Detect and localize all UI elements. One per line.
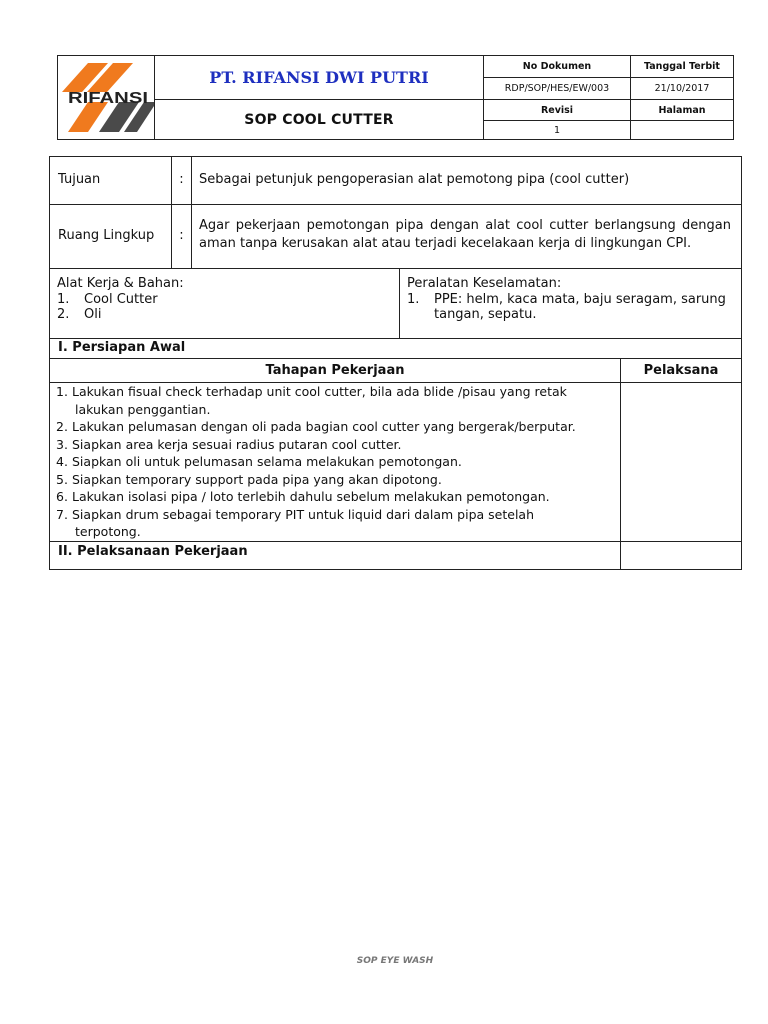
ruang-lingkup-label: Ruang Lingkup	[50, 205, 172, 268]
step-item	[50, 453, 620, 471]
step-item	[50, 383, 620, 418]
steps-list	[50, 383, 620, 541]
section-pelaksanaan-title: II. Pelaksanaan Pekerjaan	[50, 542, 621, 569]
revisi-label: Revisi	[484, 100, 631, 121]
step-item	[50, 418, 620, 436]
step-line: Siapkan area kerja sesuai radius putaran cool cutter.	[72, 436, 402, 452]
tujuan-row	[50, 157, 741, 205]
document-title: SOP COOL CUTTER	[155, 100, 484, 139]
no-dokumen-value: RDP/SOP/HES/EW/003	[484, 78, 631, 100]
pelaksana-cell	[621, 542, 741, 569]
tools-table	[49, 268, 742, 339]
step-line: Siapkan drum sebagai temporary PIT untuk liquid dari dalam pipa setelah	[72, 506, 534, 522]
col-header-pelaksana: Pelaksana	[621, 359, 741, 383]
step-num: 4.	[56, 454, 68, 469]
safety-item-num: 1.	[407, 291, 420, 307]
halaman-label: Halaman	[631, 100, 733, 121]
step-line: Siapkan temporary support pada pipa yang akan dipotong.	[72, 471, 442, 487]
alat-item-text: Cool Cutter	[84, 291, 158, 307]
step-item	[50, 488, 620, 506]
step-line: Siapkan oli untuk pelumasan selama melakukan pemotongan.	[72, 454, 462, 469]
col-header-tahapan: Tahapan Pekerjaan	[50, 359, 621, 383]
revisi-value: 1	[484, 121, 631, 139]
step-num: 7.	[56, 506, 68, 522]
ruang-lingkup-line: aman tanpa kerusakan alat atau terjadi kecelakaan kerja di lingkungan CPI.	[199, 236, 692, 251]
ruang-lingkup-value	[192, 205, 741, 268]
step-line: terpotong.	[75, 524, 141, 539]
document-header	[57, 55, 734, 140]
step-num: 2.	[56, 419, 68, 434]
step-num: 3.	[56, 436, 68, 452]
company-name: PT. RIFANSI DWI PUTRI	[155, 56, 484, 100]
alat-item-num: 2.	[57, 307, 70, 322]
alat-item	[57, 307, 399, 323]
step-item	[50, 506, 620, 541]
tujuan-label: Tujuan	[50, 157, 172, 204]
peralatan-keselamatan-title: Peralatan Keselamatan:	[407, 276, 562, 291]
step-line: Lakukan pelumasan dengan oli pada bagian cool cutter yang bergerak/berputar.	[72, 419, 576, 434]
alat-item	[57, 292, 399, 308]
step-line: Lakukan fisual check terhadap unit cool cutter, bila ada blide /pisau yang retak	[72, 384, 567, 399]
info-table	[49, 156, 742, 269]
safety-item	[407, 292, 741, 323]
halaman-value	[631, 121, 733, 139]
ruang-lingkup-line: Agar pekerjaan pemotongan pipa dengan alat cool cutter berlangsung dengan	[199, 218, 731, 233]
alat-kerja-title: Alat Kerja & Bahan:	[57, 276, 184, 291]
step-line: Lakukan isolasi pipa / loto terlebih dahulu sebelum melakukan pemotongan.	[72, 489, 550, 504]
logo-cell	[58, 56, 155, 139]
pelaksana-cell	[621, 383, 741, 542]
peralatan-keselamatan-cell	[400, 268, 741, 338]
step-line: lakukan penggantian.	[75, 401, 211, 417]
step-num: 6.	[56, 489, 68, 504]
rifansi-logo	[58, 56, 154, 138]
tujuan-colon: :	[172, 157, 192, 204]
steps-cell	[50, 383, 621, 542]
alat-kerja-cell	[50, 268, 400, 338]
safety-item-line: tangan, sepatu.	[434, 307, 537, 322]
tanggal-value: 21/10/2017	[631, 78, 733, 100]
safety-item-line: PPE: helm, kaca mata, baju seragam, sarung	[434, 291, 726, 307]
step-item	[50, 471, 620, 489]
step-num: 1.	[56, 384, 68, 399]
logo-text: RIFANSI	[68, 90, 148, 107]
steps-table	[49, 338, 742, 570]
page-footer: SOP EYE WASH	[356, 956, 434, 966]
tanggal-label: Tanggal Terbit	[631, 56, 733, 78]
alat-item-text: Oli	[84, 307, 102, 322]
alat-item-num: 1.	[57, 291, 70, 307]
section-persiapan-awal-title: I. Persiapan Awal	[50, 338, 741, 359]
no-dokumen-label: No Dokumen	[484, 56, 631, 78]
tujuan-value: Sebagai petunjuk pengoperasian alat pemotong pipa (cool cutter)	[199, 172, 630, 187]
step-item	[50, 436, 620, 454]
step-num: 5.	[56, 471, 68, 487]
ruang-lingkup-colon: :	[172, 205, 192, 268]
ruang-lingkup-row	[50, 205, 741, 268]
